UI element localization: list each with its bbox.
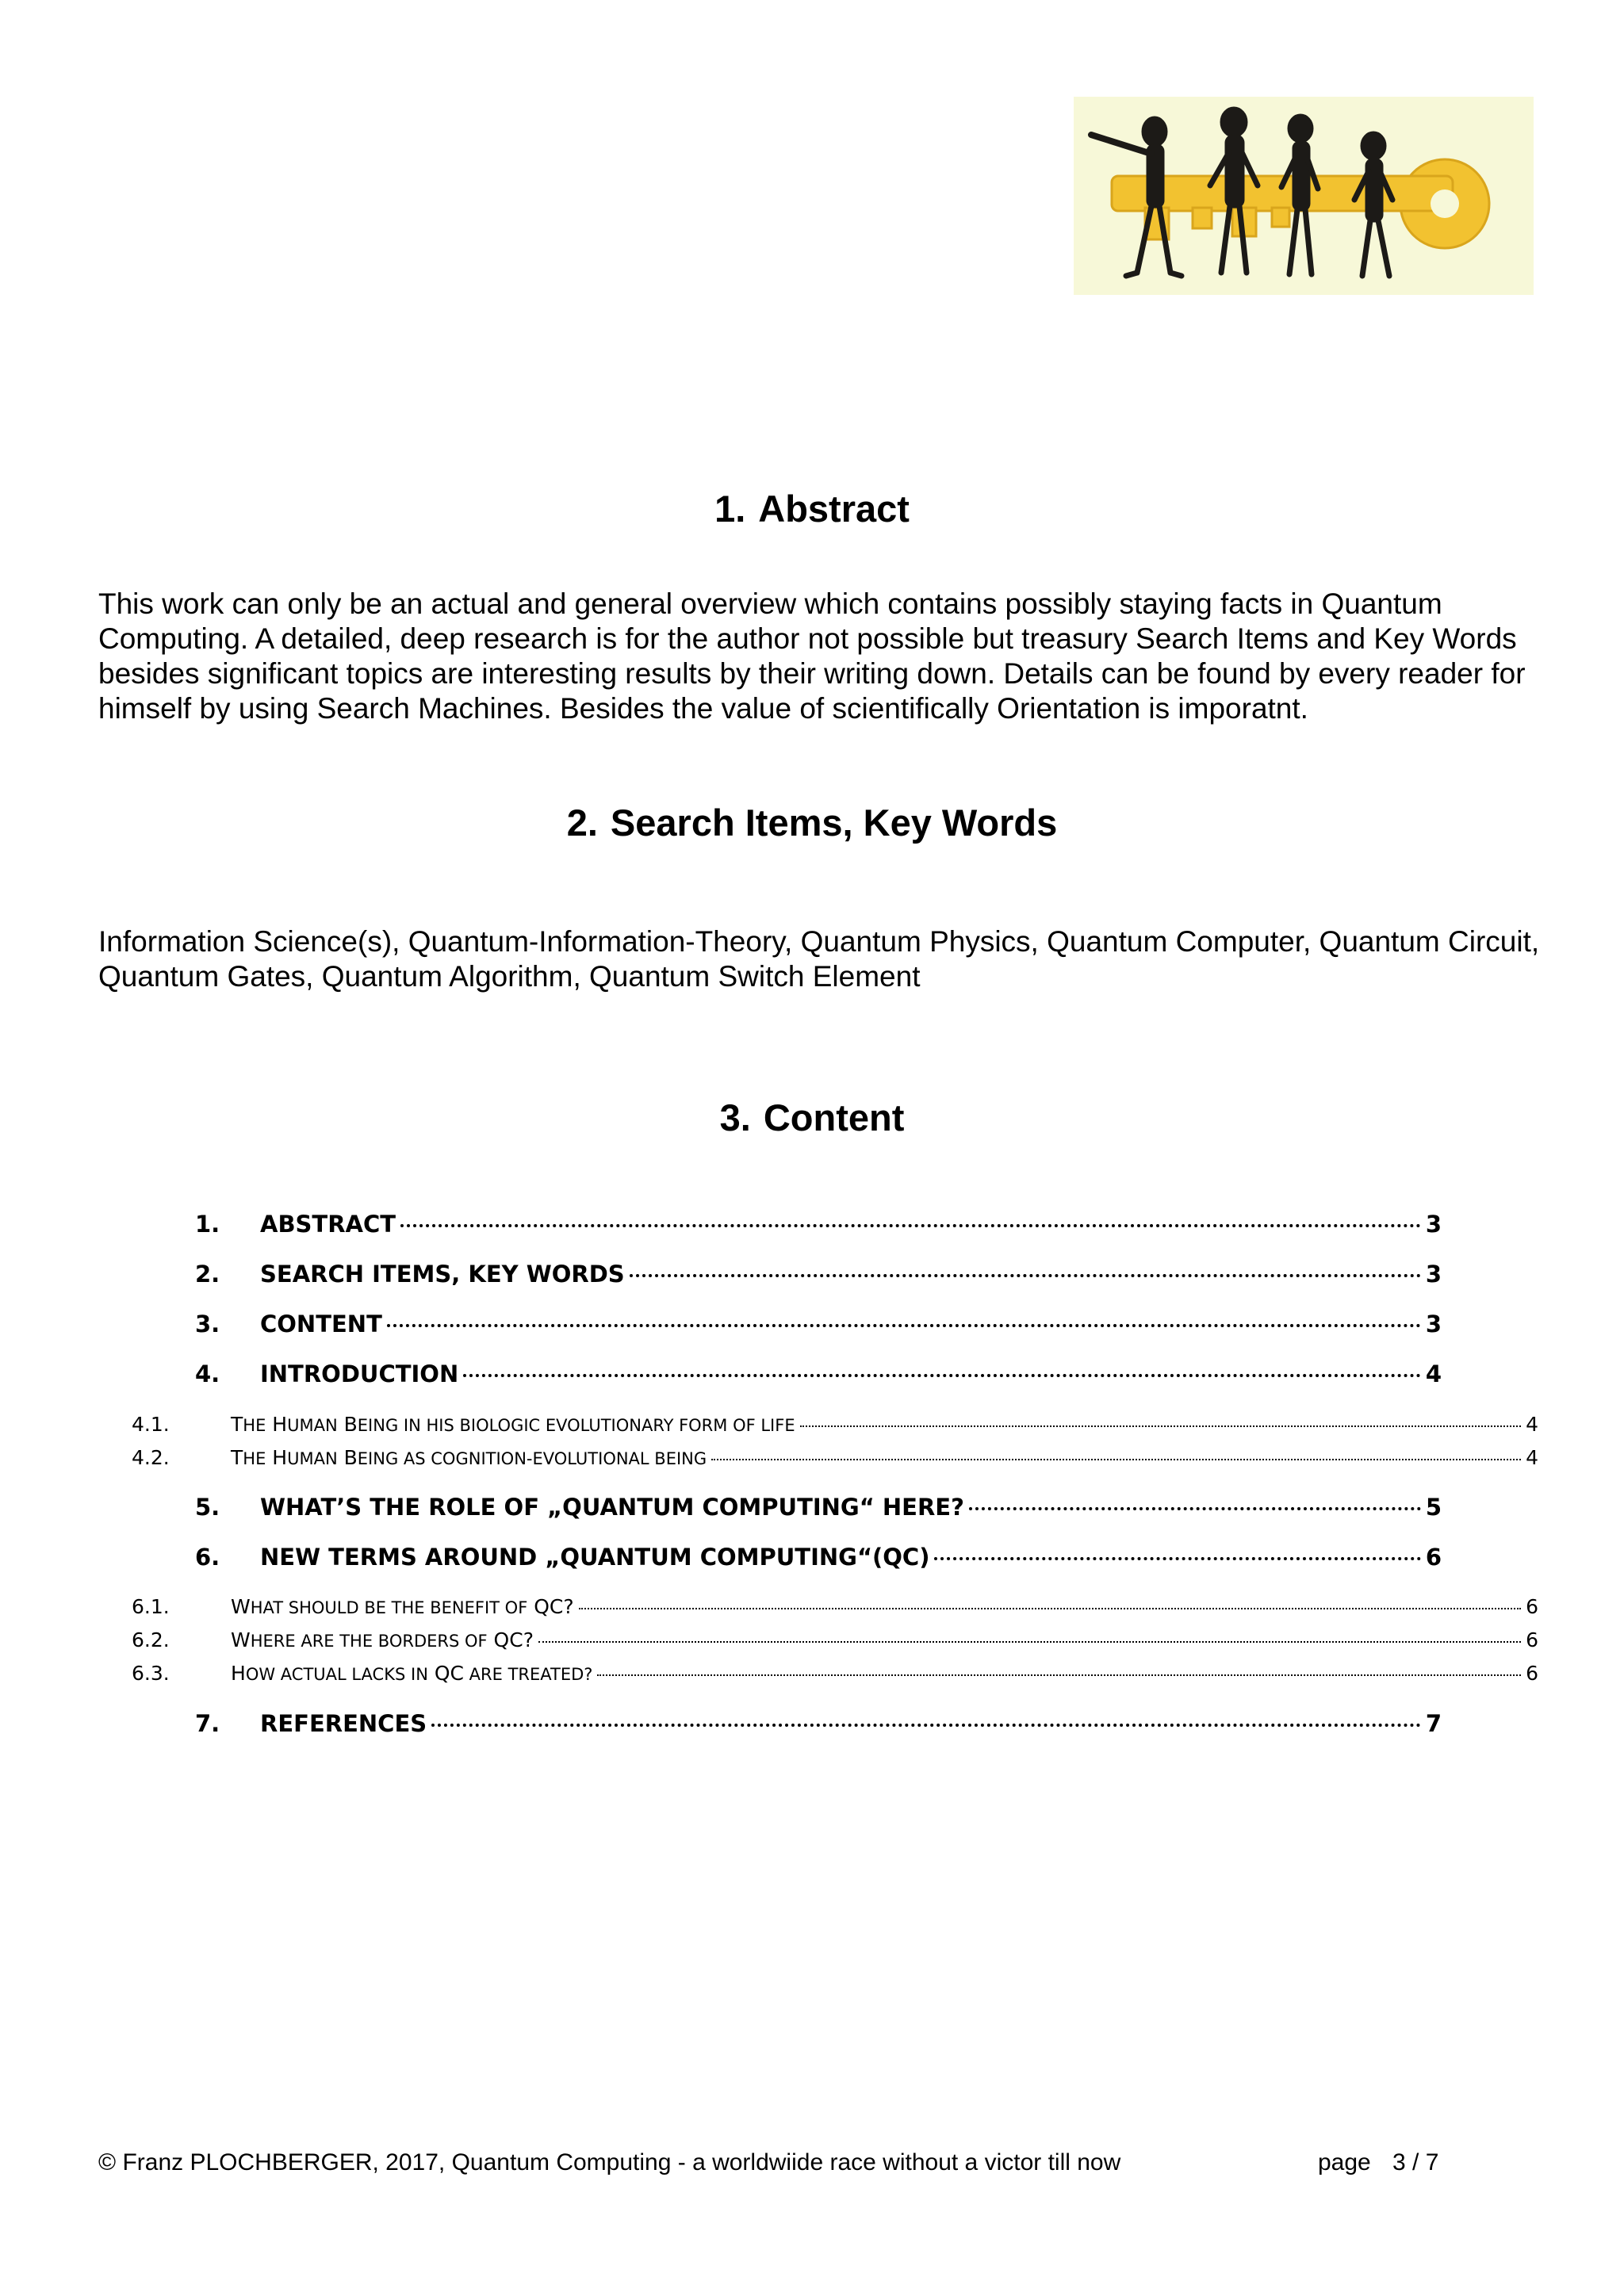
toc-entry-search-items[interactable] [195,1258,1442,1290]
toc-number: 1. [195,1211,220,1238]
toc-entry-introduction[interactable] [195,1358,1442,1390]
toc-title: WHAT SHOULD BE THE BENEFIT OF QC? [231,1595,574,1618]
toc-leader-dots [400,1224,1421,1227]
toc-number: 5. [195,1494,220,1521]
toc-page: 6 [1526,1662,1538,1685]
toc-number: 2. [195,1261,220,1288]
toc-title: SEARCH ITEMS, KEY WORDS [260,1261,625,1288]
toc-title: WHAT’S THE ROLE OF „QUANTUM COMPUTING“ HERE? [260,1494,964,1521]
toc-number: 3. [195,1311,220,1337]
toc-entry-references[interactable] [195,1708,1442,1739]
toc-page: 3 [1425,1261,1442,1288]
logo-key-figures [1074,97,1534,295]
toc-page: 4 [1425,1360,1442,1387]
heading-number: 3. [719,1096,751,1138]
heading-number: 2. [566,802,598,844]
toc-number: 4. [195,1360,220,1387]
toc-entry-4-1[interactable] [132,1411,1538,1438]
toc-leader-dots [800,1425,1521,1427]
toc-title: ABSTRACT [260,1211,396,1238]
toc-page: 4 [1526,1446,1538,1469]
toc-number: 6.1. [132,1595,170,1618]
toc-page: 3 [1425,1211,1442,1238]
toc-title: REFERENCES [260,1710,427,1737]
toc-leader-dots [387,1324,1421,1327]
toc-entry-content[interactable] [195,1308,1442,1340]
keywords-paragraph: Information Science(s), Quantum-Information-Theory, Quantum Physics, Quantum Computer, Quantum Circuit, Quantum Gates, Quantum Algorithm, Quantum Switch Element [98,925,1540,993]
toc-number: 6.2. [132,1628,170,1651]
toc-entry-abstract[interactable] [195,1208,1442,1240]
heading-title: Content [763,1096,905,1138]
toc-title: THE HUMAN BEING AS COGNITION-EVOLUTIONAL BEING [231,1446,707,1469]
toc-leader-dots [711,1459,1521,1460]
toc-leader-dots [579,1608,1521,1609]
toc-entry-4-2[interactable] [132,1445,1538,1471]
toc-page: 6 [1526,1628,1538,1651]
toc-entry-new-terms[interactable] [195,1541,1442,1573]
toc-page: 3 [1425,1311,1442,1337]
toc-title: THE HUMAN BEING IN HIS BIOLOGIC EVOLUTIONARY FORM OF LIFE [231,1413,795,1436]
heading-title: Abstract [758,488,910,530]
heading-number: 1. [714,488,746,530]
toc-entry-6-3[interactable] [132,1660,1538,1687]
toc-leader-dots [597,1674,1521,1676]
toc-page: 5 [1425,1494,1442,1521]
toc-title: NEW TERMS AROUND „QUANTUM COMPUTING“(QC) [260,1544,930,1571]
toc-title: CONTENT [260,1311,382,1337]
toc-leader-dots [969,1507,1421,1510]
footer-page-number: 3 / 7 [1392,2149,1439,2175]
toc-number: 7. [195,1710,220,1737]
toc-title: WHERE ARE THE BORDERS OF QC? [231,1628,534,1651]
toc-page: 7 [1425,1710,1442,1737]
heading-abstract [0,487,1624,531]
toc-leader-dots [934,1557,1420,1560]
toc-entry-6-1[interactable] [132,1594,1538,1621]
heading-title: Search Items, Key Words [610,802,1058,844]
toc-entry-6-2[interactable] [132,1627,1538,1654]
toc-page: 6 [1526,1595,1538,1618]
toc-leader-dots [431,1724,1421,1727]
toc-leader-dots [538,1641,1521,1643]
footer-copyright: © Franz PLOCHBERGER, 2017, Quantum Computing - a worldwiide race without a victor till now [98,2149,1121,2175]
toc-number: 4.1. [132,1413,170,1436]
abstract-paragraph: This work can only be an actual and general overview which contains possibly staying facts in Quantum Computing. A detailed, deep research is for the author not possible but treasury Search Items and Key Words besides significant topics are interesting results by their writing down. Details can be found by every reader for himself by using Search Machines. Besides the value of scientifically Orientation is imporatnt. [98,587,1526,725]
heading-search-items [0,801,1624,845]
toc-number: 4.2. [132,1446,170,1469]
toc-page: 6 [1425,1544,1442,1571]
toc-number: 6.3. [132,1662,170,1685]
toc-title: HOW ACTUAL LACKS IN QC ARE TREATED? [231,1662,593,1685]
toc-page: 4 [1526,1413,1538,1436]
toc-leader-dots [463,1374,1421,1377]
footer-page-label: page [1318,2149,1371,2175]
toc-leader-dots [630,1274,1421,1277]
toc-title: INTRODUCTION [260,1360,459,1387]
toc-entry-role-of-qc[interactable] [195,1491,1442,1523]
heading-content [0,1096,1624,1140]
toc-number: 6. [195,1544,220,1571]
